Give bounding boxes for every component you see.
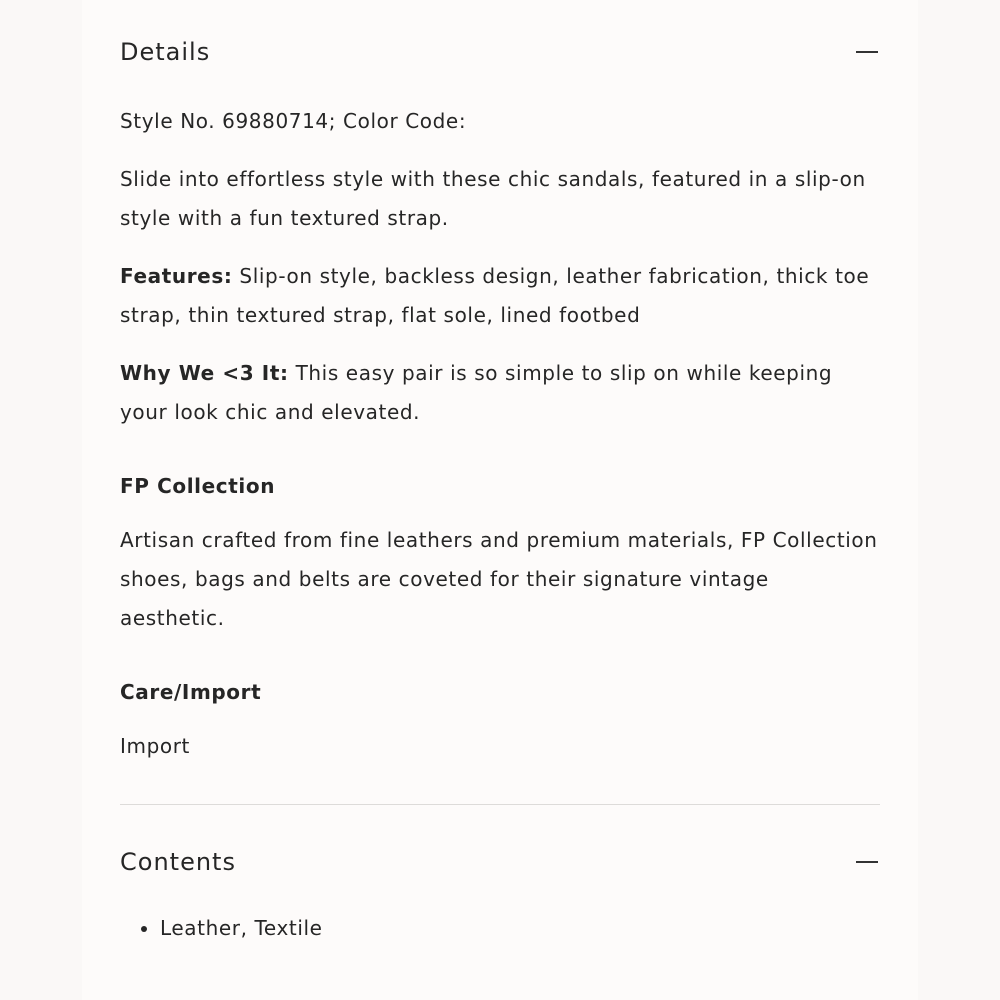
contents-list (120, 909, 880, 948)
why-text: This easy pair is so simple to slip on while keeping your look chic and elevated. (120, 361, 833, 424)
collapse-minus-icon[interactable] (856, 861, 878, 863)
details-accordion-header[interactable] (120, 27, 880, 77)
features-paragraph (120, 257, 880, 335)
care-import-text: Import (120, 734, 190, 758)
contents-accordion-header[interactable] (120, 837, 880, 887)
details-title: Details (120, 38, 211, 66)
care-import-heading: Care/Import (120, 680, 262, 704)
collection-heading: FP Collection (120, 474, 276, 498)
style-number: Style No. 69880714; Color Code: (120, 109, 467, 133)
collection-text: Artisan crafted from fine leathers and premium materials, FP Collection shoes, bags and belts are coveted for their signature vintage aesthetic. (120, 528, 878, 630)
collapse-minus-icon[interactable] (856, 51, 878, 53)
contents-title: Contents (120, 848, 236, 876)
why-label: Why We <3 It: (120, 361, 289, 385)
features-label: Features: (120, 264, 233, 288)
section-divider (120, 804, 880, 805)
product-info (120, 0, 880, 948)
features-text: Slip-on style, backless design, leather fabrication, thick toe strap, thin textured strap, flat sole, lined footbed (120, 264, 870, 327)
product-description: Slide into effortless style with these chic sandals, featured in a slip-on style with a fun textured strap. (120, 167, 866, 230)
list-item: • Leather, Textile (160, 909, 880, 948)
why-we-love-it-paragraph (120, 354, 880, 432)
